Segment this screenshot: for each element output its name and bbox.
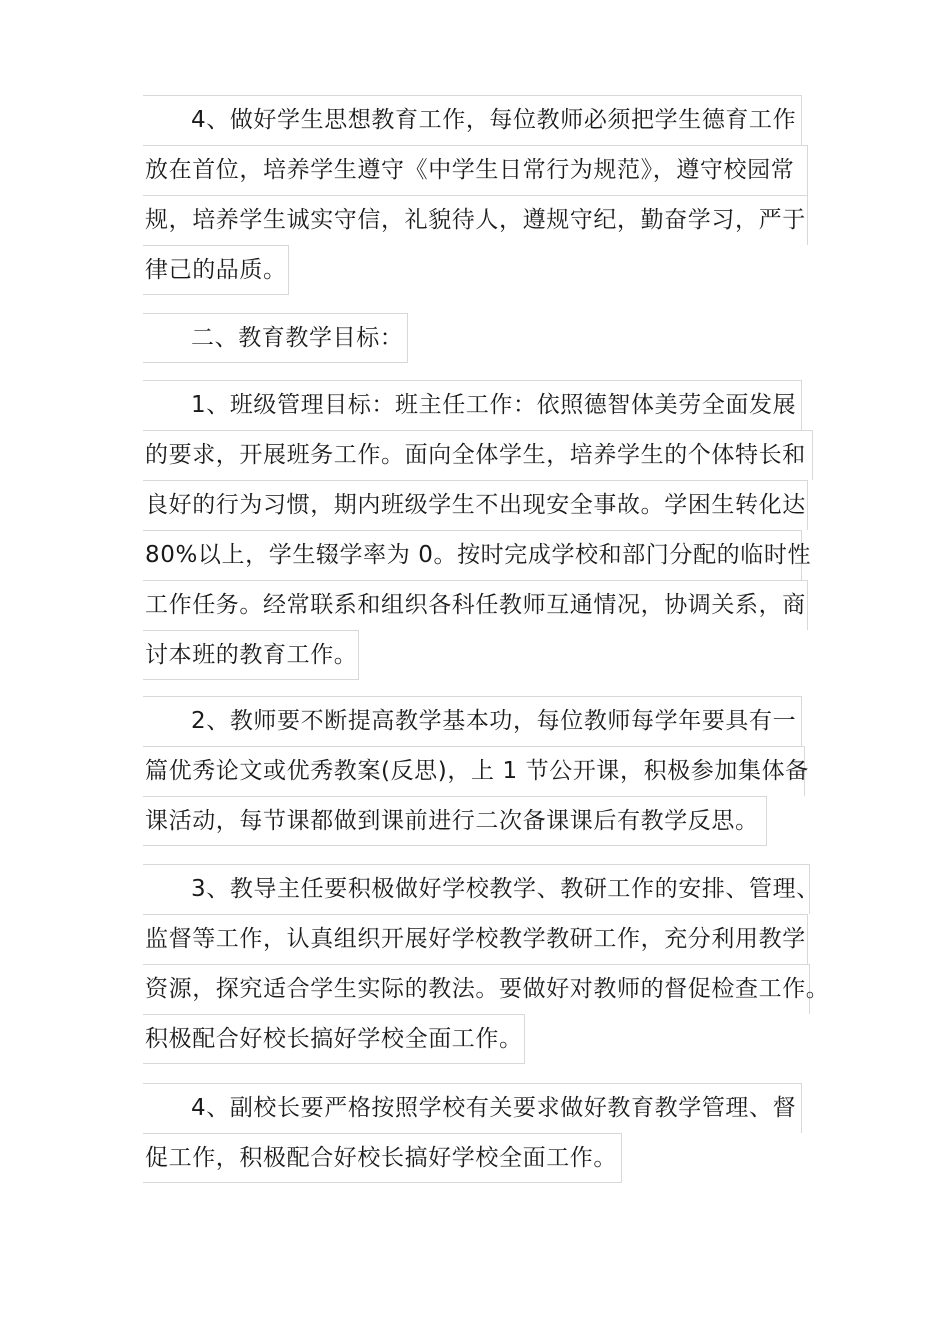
paragraph-academic-director xyxy=(143,864,830,1064)
text-line: 规，培养学生诚实守信，礼貌待人，遵规守纪，勤奋学习，严于 xyxy=(143,195,808,245)
text-line: 课活动，每节课都做到课前进行二次备课课后有教学反思。 xyxy=(143,796,767,846)
text-line: 1、班级管理目标：班主任工作：依照德智体美劳全面发展 xyxy=(143,380,802,430)
text-line: 资源，探究适合学生实际的教法。要做好对教师的督促检查工作。 xyxy=(143,964,810,1014)
text-line: 4、副校长要严格按照学校有关要求做好教育教学管理、督 xyxy=(143,1083,802,1133)
text-line: 4、做好学生思想教育工作，每位教师必须把学生德育工作 xyxy=(143,95,802,145)
text-line: 放在首位，培养学生遵守《中学生日常行为规范》，遵守校园常 xyxy=(143,145,808,195)
text-line: 促工作，积极配合好校长搞好学校全面工作。 xyxy=(143,1133,622,1183)
paragraph-class-management xyxy=(143,380,813,680)
text-line: 80%以上，学生辍学率为 0。按时完成学校和部门分配的临时性 xyxy=(143,530,802,580)
text-line: 监督等工作，认真组织开展好学校教学教研工作，充分利用教学 xyxy=(143,914,808,964)
text-line: 积极配合好校长搞好学校全面工作。 xyxy=(143,1014,525,1064)
section-heading xyxy=(143,313,408,363)
text-line: 律己的品质。 xyxy=(143,245,289,295)
paragraph-teacher-skills xyxy=(143,696,809,846)
paragraph-moral-education xyxy=(143,95,808,295)
paragraph-vice-principal xyxy=(143,1083,802,1183)
text-line: 2、教师要不断提高教学基本功，每位教师每学年要具有一 xyxy=(143,696,802,746)
text-line: 讨本班的教育工作。 xyxy=(143,630,359,680)
text-line: 3、教导主任要积极做好学校教学、教研工作的安排、管理、 xyxy=(143,864,810,914)
section-title: 二、教育教学目标： xyxy=(143,313,408,363)
text-line: 工作任务。经常联系和组织各科任教师互通情况，协调关系，商 xyxy=(143,580,808,630)
text-line: 篇优秀论文或优秀教案(反思)，上 1 节公开课，积极参加集体备 xyxy=(143,746,805,796)
text-line: 良好的行为习惯，期内班级学生不出现安全事故。学困生转化达 xyxy=(143,480,808,530)
text-line: 的要求，开展班务工作。面向全体学生，培养学生的个体特长和 xyxy=(143,430,813,480)
